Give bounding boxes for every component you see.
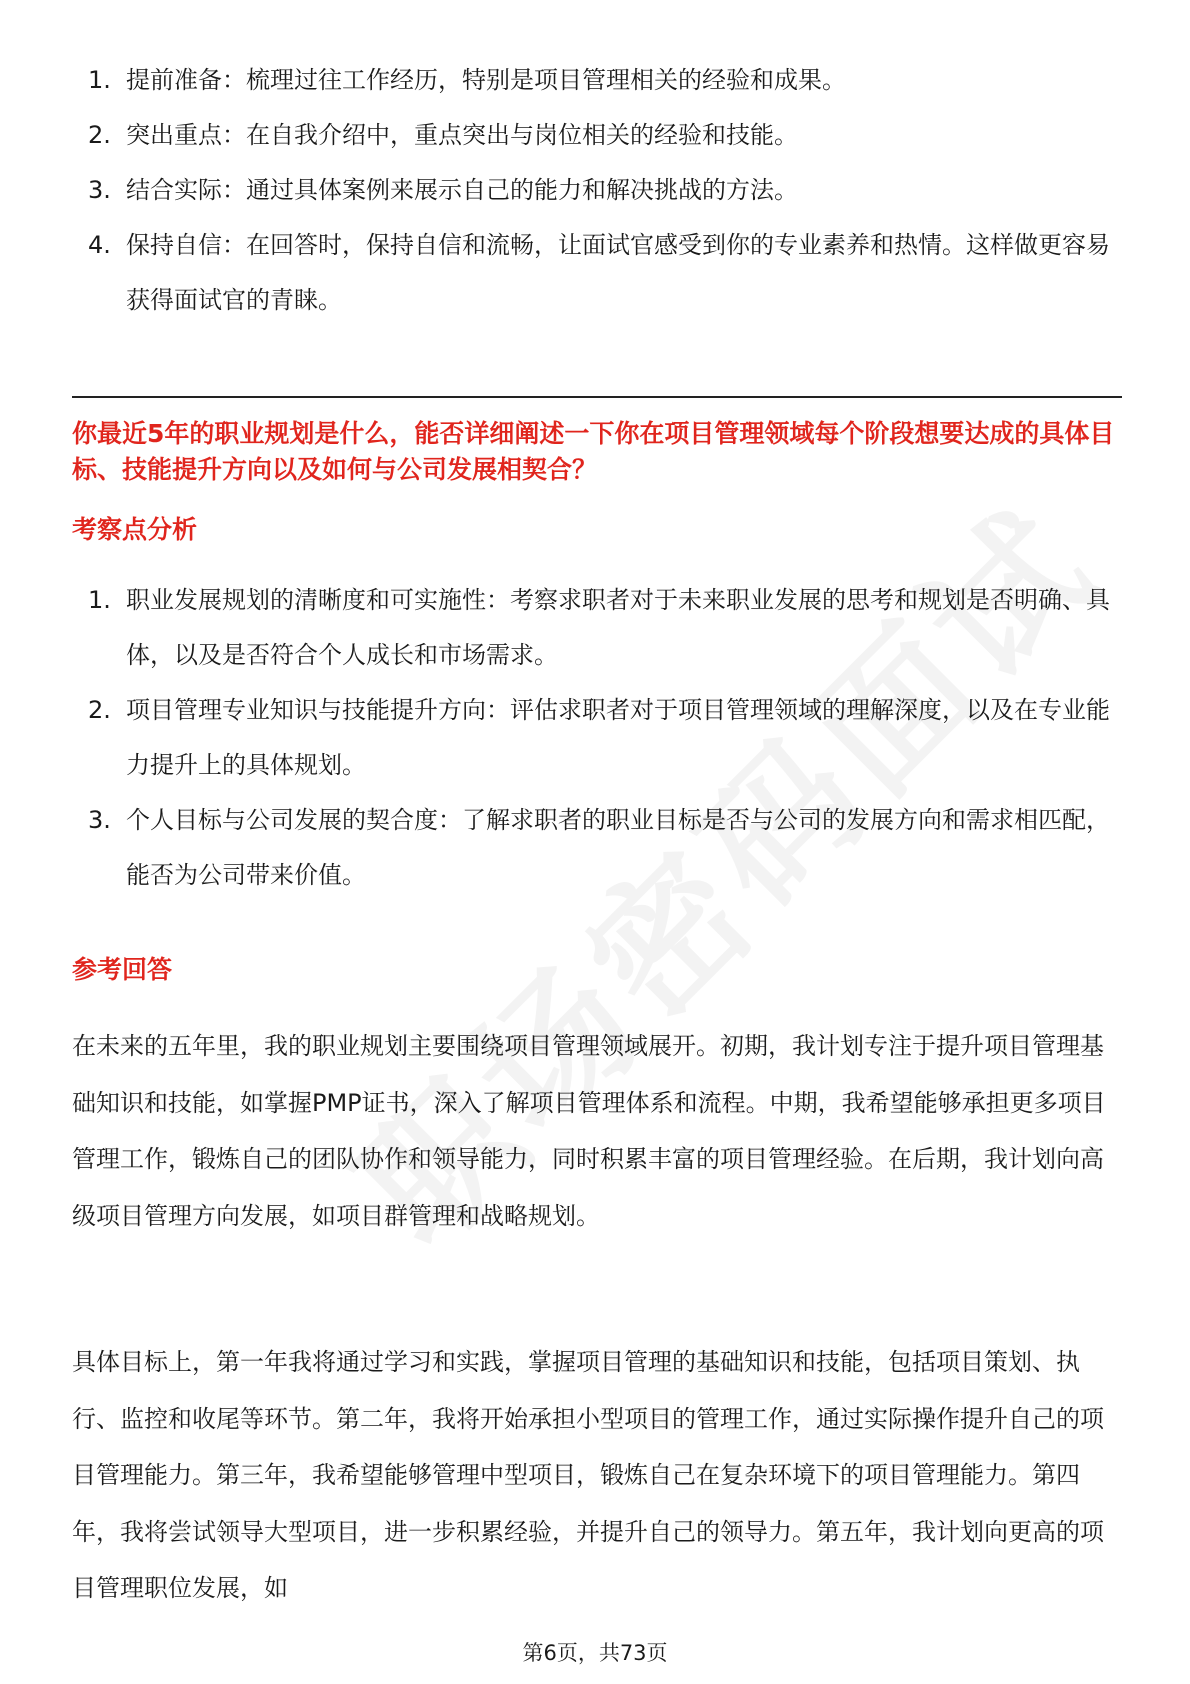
list-number: 2. [88,121,111,149]
list-text: 结合实际：通过具体案例来展示自己的能力和解决挑战的方法。 [126,176,798,204]
list-text: 职业发展规划的清晰度和可实施性：考察求职者对于未来职业发展的思考和规划是否明确、具体，以及是否符合个人成长和市场需求。 [126,586,1110,669]
list-item [72,163,1122,218]
list-item [72,108,1122,163]
answer-paragraph: 具体目标上，第一年我将通过学习和实践，掌握项目管理的基础知识和技能，包括项目策划、执行、监控和收尾等环节。第二年，我将开始承担小型项目的管理工作，通过实际操作提升自己的项目管理能力。第三年，我希望能够管理中型项目，锻炼自己在复杂环境下的项目管理能力。第四年，我将尝试领导大型项目，进一步积累经验，并提升自己的领导力。第五年，我计划向更高的项目管理职位发展，如 [72,1348,1104,1602]
list-number: 4. [88,231,111,259]
list-text: 提前准备：梳理过往工作经历，特别是项目管理相关的经验和成果。 [126,66,846,94]
tips-list [72,53,1122,328]
analysis-list [72,573,1122,903]
list-number: 1. [88,66,111,94]
list-item [72,573,1122,683]
section-divider [72,396,1122,398]
list-number: 3. [88,176,111,204]
page-number: 第6页，共73页 [522,1641,668,1665]
list-number: 2. [88,696,111,724]
list-number: 3. [88,806,111,834]
list-number: 1. [88,586,111,614]
list-text: 项目管理专业知识与技能提升方向：评估求职者对于项目管理领域的理解深度，以及在专业能力提升上的具体规划。 [126,696,1110,779]
list-item [72,218,1122,328]
list-item [72,53,1122,108]
list-text: 突出重点：在自我介绍中，重点突出与岗位相关的经验和技能。 [126,121,798,149]
answer-paragraph: 在未来的五年里，我的职业规划主要围绕项目管理领域展开。初期，我计划专注于提升项目管理基础知识和技能，如掌握PMP证书，深入了解项目管理体系和流程。中期，我希望能够承担更多项目管理工作，锻炼自己的团队协作和领导能力，同时积累丰富的项目管理经验。在后期，我计划向高级项目管理方向发展，如项目群管理和战略规划。 [72,1032,1106,1230]
list-item [72,683,1122,793]
answer-heading: 参考回答 [72,955,173,984]
list-text: 个人目标与公司发展的契合度：了解求职者的职业目标是否与公司的发展方向和需求相匹配，能否为公司带来价值。 [126,806,1110,889]
analysis-heading: 考察点分析 [72,515,198,544]
list-text: 保持自信：在回答时，保持自信和流畅，让面试官感受到你的专业素养和热情。这样做更容易获得面试官的青睐。 [126,231,1110,314]
list-item [72,793,1122,903]
interview-question: 你最近5年的职业规划是什么，能否详细阐述一下你在项目管理领域每个阶段想要达成的具体目标、技能提升方向以及如何与公司发展相契合？ [72,419,1115,484]
